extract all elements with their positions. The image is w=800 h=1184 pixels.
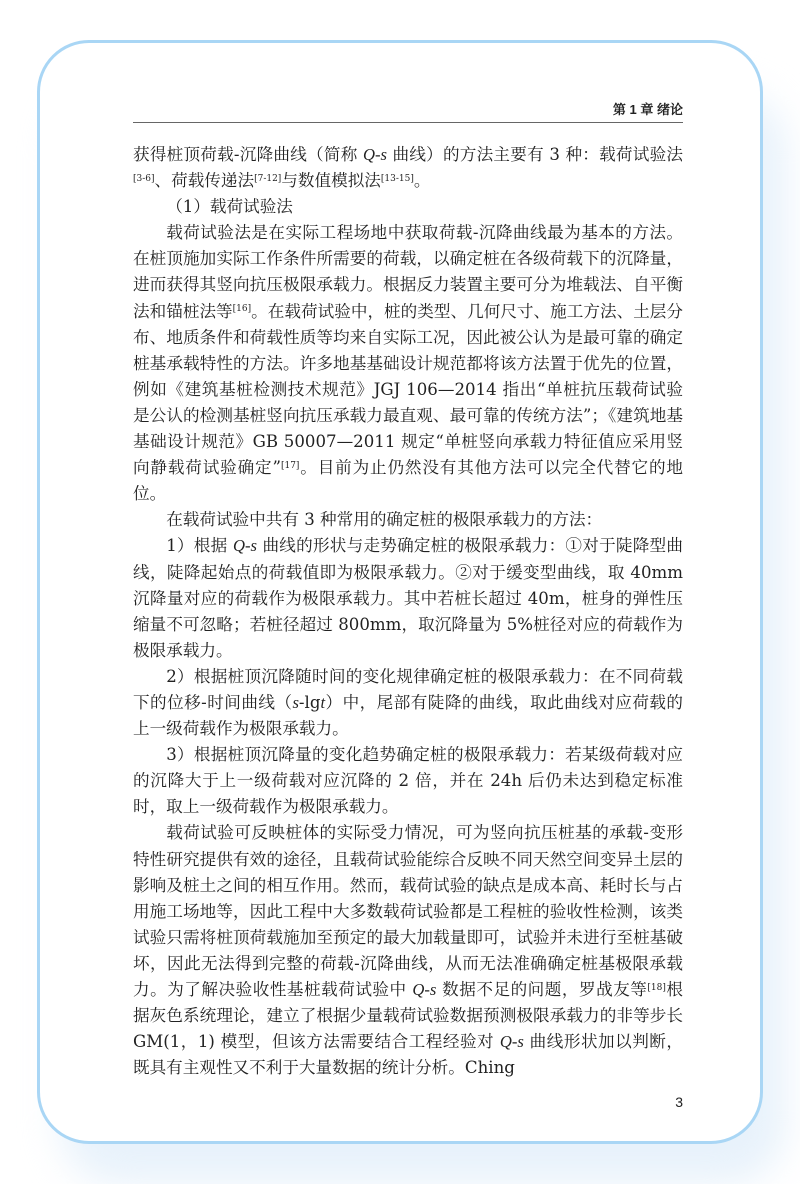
math-qs: Q-s [499, 1032, 524, 1052]
paragraph-methods-intro [133, 507, 683, 533]
paragraph-method-2 [133, 664, 683, 742]
citation: [17] [280, 460, 300, 471]
paragraph-discussion [133, 820, 683, 1081]
paragraph-method-3 [133, 742, 683, 820]
page-sheet [37, 40, 763, 1184]
body-text [133, 142, 683, 1081]
text: 2）根据桩顶沉降随时间的变化规律确定桩的极限承载力：在不同荷载下的位移-时间曲线（ [133, 666, 683, 712]
text: 获得桩顶荷载-沉降曲线（简称 [133, 145, 364, 164]
text: 3）根据桩顶沉降量的变化趋势确定桩的极限承载力：若某级荷载对应的沉降大于上一级荷载对应沉降的 2 倍，并在 24h 后仍未达到稳定标准时，取上一级荷载作为极限承载力。 [133, 745, 683, 817]
citation: [16] [232, 304, 252, 315]
page-number: 3 [675, 1094, 683, 1111]
chapter-title: 第 1 章 绪论 [612, 102, 683, 117]
citation: [3-6] [133, 173, 155, 184]
page-frame [37, 40, 763, 1144]
math-qs: Q-s [363, 145, 387, 164]
citation: [18] [647, 982, 666, 993]
text: 。在载荷试验中，桩的类型、几何尺寸、施工方法、土层分布、地质条件和荷载性质等均来自实际工况，因此被公认为是最可靠的确定桩基承载特性的方法。许多地基基础设计规范都将该方法置于优先的位置，例如《建筑基桩检测技术规范》JGJ 106—2014 指出“单桩抗压载荷试验是公认的检测基桩竖向抗压承载力最直观、最可靠的传统方法”；《建筑地基基础设计规范》GB 50007—2011 规定“单桩竖向承载力特征值应采用竖向静载荷试验确定” [133, 301, 684, 478]
text: 与数值模拟法 [281, 171, 381, 191]
text: 在载荷试验中共有 3 种常用的确定桩的极限承载力的方法： [166, 510, 603, 530]
text: 根据灰色系统理论，建立了根据少量载荷试验数据预测极限承载力的非等步长 GM(1，1) 模型，但该方法需要结合工程经验对 [133, 980, 683, 1052]
text: 。目前为止仍然没有其他方法可以完全代替它的地位。 [133, 458, 684, 504]
text: -lg [298, 692, 321, 712]
text: 曲线）的方法主要有 3 种：载荷试验法 [387, 145, 683, 164]
section-heading [133, 194, 683, 220]
text: 载荷试验法是在实际工程场地中获取荷载-沉降曲线最为基本的方法。在桩顶施加实际工作条件所需要的荷载，以确定桩在各级荷载下的沉降量，进而获得其竖向抗压极限承载力。根据反力装置主要可分为堆载法、自平衡法和锚桩法等 [133, 223, 683, 321]
citation: [7-12] [254, 173, 282, 184]
math-t: t [320, 692, 326, 712]
text: 。 [413, 171, 431, 191]
text: 曲线形状加以判断，既具有主观性又不利于大量数据的统计分析。Ching [133, 1032, 683, 1078]
text: 、荷载传递法 [154, 171, 255, 191]
paragraph-load-test [133, 220, 683, 507]
text: 载荷试验可反映桩体的实际受力情况，可为竖向抗压桩基的承载-变形特性研究提供有效的途径，且载荷试验能综合反映不同天然空间变异土层的影响及桩土之间的相互作用。然而，载荷试验的缺点是成本高、耗时长与占用施工场地等，因此工程中大多数载荷试验都是工程桩的验收性检测，该类试验只需将桩顶荷载施加至预定的最大加载量即可，试验并未进行至桩基破坏，因此无法得到完整的荷载-沉降曲线，从而无法准确确定桩基极限承载力。为了解决验收性基桩载荷试验中 [133, 823, 683, 999]
running-header [133, 100, 683, 123]
text: 1）根据 [166, 536, 233, 556]
math-qs: Q-s [412, 980, 437, 999]
paragraph-method-1 [133, 533, 683, 663]
text: 数据不足的问题，罗战友等 [436, 980, 648, 999]
math-qs: Q-s [232, 536, 257, 556]
math-s: s [292, 692, 299, 712]
text: （1）载荷试验法 [166, 197, 293, 217]
citation: [13-15] [380, 173, 414, 184]
text: 曲线的形状与走势确定桩的极限承载力：①对于陡降型曲线，陡降起始点的荷载值即为极限承载力。②对于缓变型曲线，取 40mm 沉降量对应的荷载作为极限承载力。其中若桩长超过 40m，桩身的弹性压缩量不可忽略；若桩径超过 800mm，取沉降量为 5%桩径对应的荷载作为极限承载力。 [133, 536, 683, 660]
paragraph-intro [133, 142, 683, 194]
text: ）中，尾部有陡降的曲线，取此曲线对应荷载的上一级荷载作为极限承载力。 [133, 692, 684, 739]
